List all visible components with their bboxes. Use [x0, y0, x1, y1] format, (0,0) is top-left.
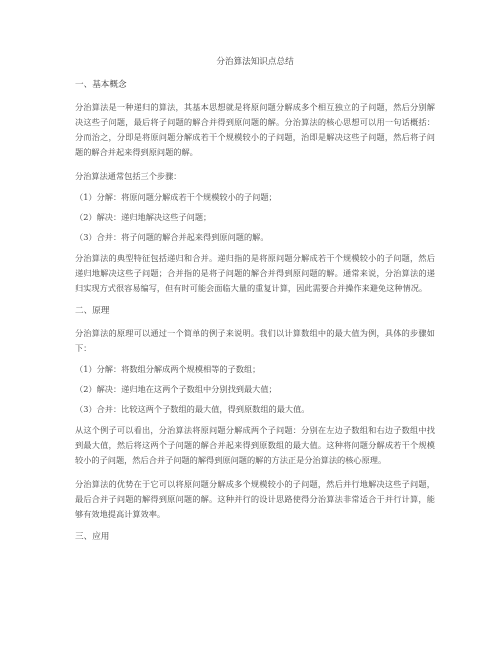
paragraph: 分治算法的典型特征包括递归和合并。递归指的是将原问题分解成若干个规模较小的子问题，然后递归地解决这些子问题；合并指的是将子问题的解合并得到原问题的解。通常来说，分治算法的递归实现方式很容易编写，但有时可能会面临大量的重复计算，因此需要合并操作来避免这种情况。 [75, 253, 435, 293]
section-heading-principle: 二、原理 [75, 306, 110, 316]
paragraph: 从这个例子可以看出，分治算法将原问题分解成两个子问题：分别在左边子数组和右边子数组中找到最大值，然后将这两个子问题的解合并起来得到原数组的最大值。这种将问题分解成若干个规模较小的子问题，然后合并子问题的解得到原问题的解的方法正是分治算法的核心原理。 [75, 425, 435, 465]
section-heading-basic-concepts: 一、基本概念 [75, 80, 127, 90]
document-title: 分治算法知识点总结 [216, 57, 294, 67]
step-item: （2）解决：递归地在这两个子数组中分别找到最大值； [75, 384, 277, 394]
step-item: （2）解决：递归地解决这些子问题； [75, 212, 212, 222]
paragraph: 分治算法通常包括三个步骤： [75, 171, 182, 181]
paragraph: 分治算法的原理可以通过一个简单的例子来说明。我们以计算数组中的最大值为例，具体的步骤如下： [75, 328, 435, 353]
step-item: （1）分解：将数组分解成两个规模相等的子数组； [75, 364, 261, 374]
paragraph: 分治算法的优势在于它可以将原问题分解成多个规模较小的子问题，然后并行地解决这些子问题，最后合并子问题的解得到原问题的解。这种并行的设计思路使得分治算法非常适合于并行计算，能够有效地提高计算效率。 [75, 479, 435, 519]
step-item: （1）分解：将原问题分解成若干个规模较小的子问题； [75, 192, 277, 202]
step-item: （3）合并：将子问题的解合并起来得到原问题的解。 [75, 232, 269, 242]
document-page [75, 56, 435, 552]
paragraph: 分治算法是一种递归的算法，其基本思想就是将原问题分解成多个相互独立的子问题，然后分别解决这些子问题，最后将子问题的解合并得到原问题的解。分治算法的核心思想可以用一句话概括：分而治之，分即是将原问题分解成若干个规模较小的子问题，治即是解决这些子问题，然后将子问题的解合并起来得到原问题的解。 [75, 102, 435, 157]
step-item: （3）合并：比较这两个子数组的最大值，得到原数组的最大值。 [75, 404, 310, 414]
section-heading-applications: 三、应用 [75, 532, 110, 542]
